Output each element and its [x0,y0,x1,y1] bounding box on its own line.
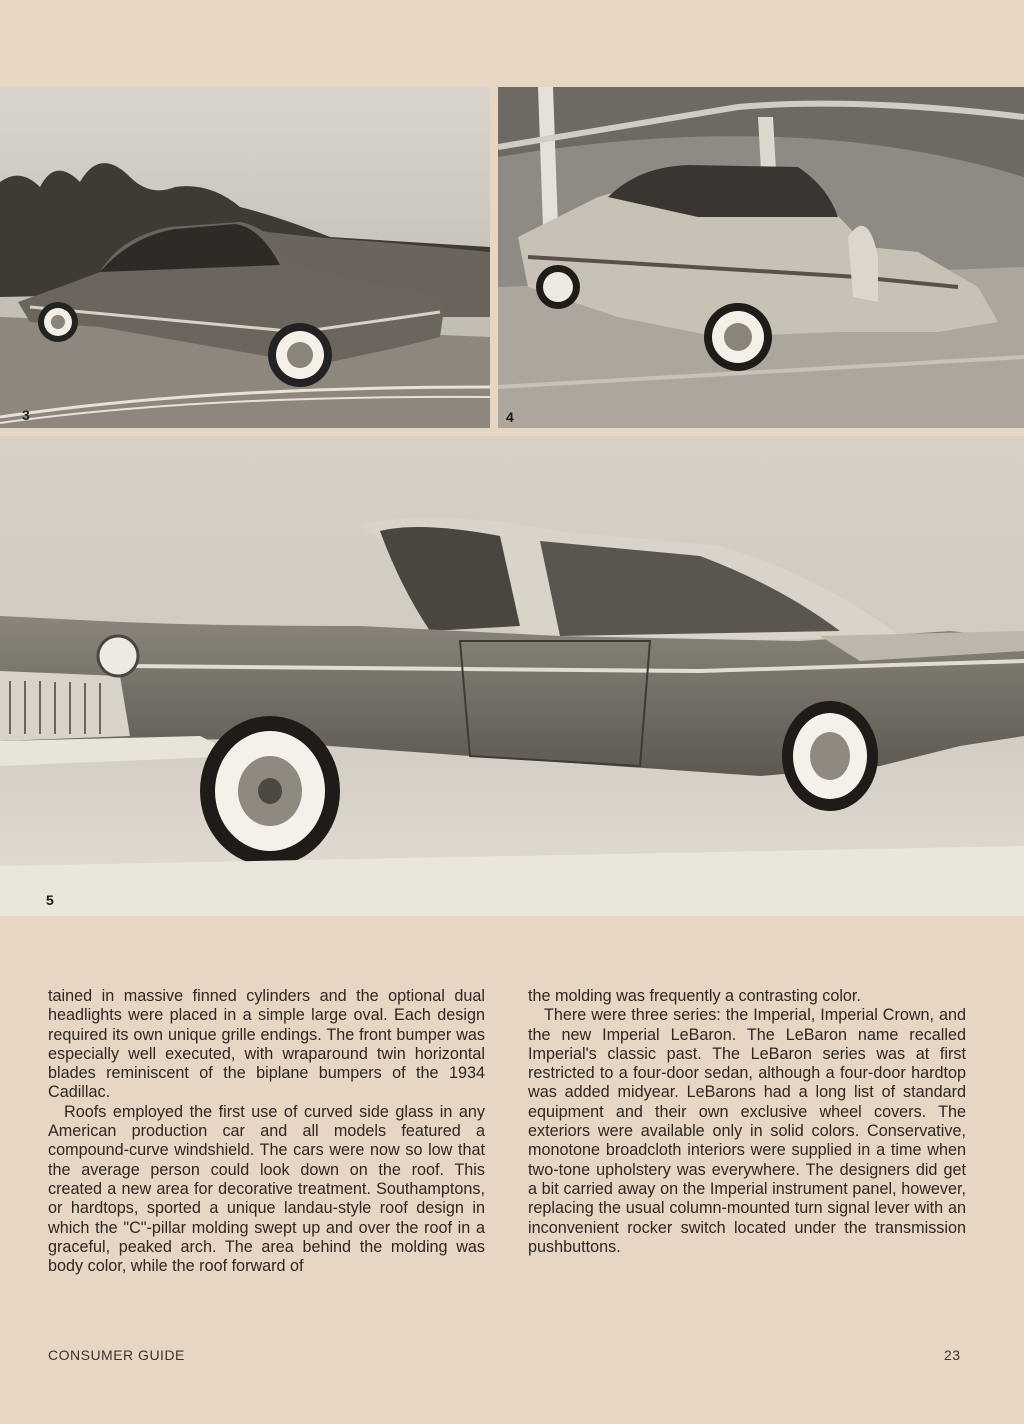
photo-3-number: 3 [22,407,30,423]
photo-5-image [0,436,1024,916]
photo-5-hardtop-studio [0,436,1024,916]
page-number: 23 [944,1347,961,1363]
article-column-left [48,987,485,1276]
photo-4-image [498,87,1024,428]
footer-publication: CONSUMER GUIDE [48,1347,185,1363]
article-paragraph: Roofs employed the first use of curved side glass in any American production car and all models featured a compound-curve windshield. The cars were now so low that the average person could look down on the roof. This created a new area for decorative treatment. Southamptons, or hardtops, sported a unique landau-style roof design in which the "C"-pillar molding swept up and over the roof in a graceful, peaked arch. The area behind the molding was body color, while the roof forward of [48,1102,485,1276]
photo-3-hardtop-on-road [0,87,490,428]
photo-4-number: 4 [506,409,514,425]
article-column-right [528,987,966,1257]
article-paragraph: There were three series: the Imperial, Imperial Crown, and the new Imperial LeBaron. The LeBaron name recalled Imperial's classic past. The LeBaron series was at first restricted to a four-door sedan, although a four-door hardtop was added midyear. LeBarons had a long list of standard equipment and their own exclusive wheel covers. The exteriors were available only in solid colors. Conservative, monotone broadcloth interiors were supplied in a time when two-tone upholstery was everywhere. The designers did get a bit carried away on the Imperial instrument panel, however, replacing the usual column-mounted turn signal lever with an inconvenient rocker switch located under the transmission pushbuttons. [528,1006,966,1256]
article-paragraph: the molding was frequently a contrasting color. [528,987,861,1005]
article-paragraph: tained in massive finned cylinders and the optional dual headlights were placed in a simple large oval. Each design required its own unique grille endings. The front bumper was especially well executed, with wraparound twin horizontal blades reminiscent of the biplane bumpers of the 1934 Cadillac. [48,987,485,1102]
photo-4-convertible-showroom [498,87,1024,428]
photo-3-image [0,87,490,428]
photo-5-number: 5 [46,892,54,908]
